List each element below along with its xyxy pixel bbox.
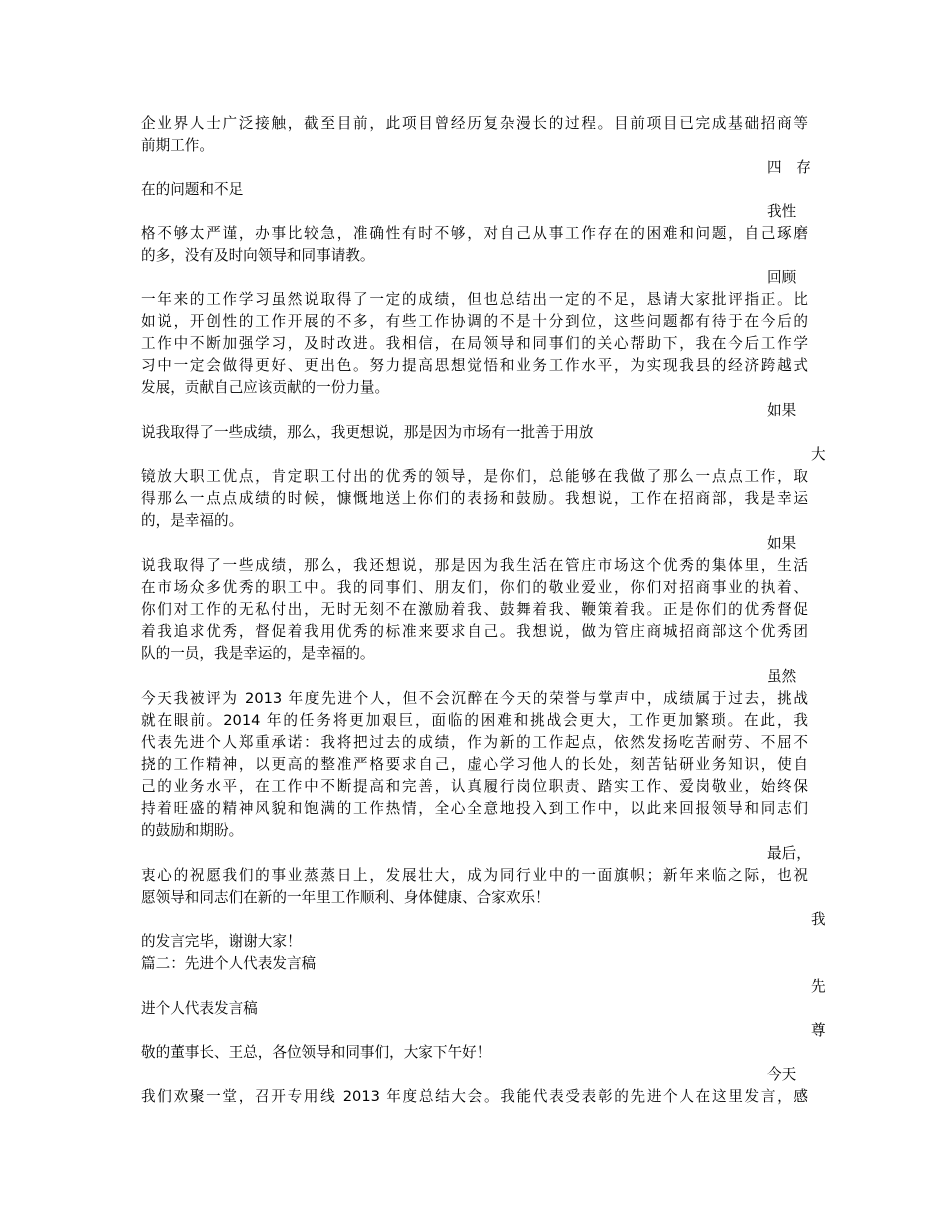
text-line: 工作中不断加强学习，及时改进。我相信，在局领导和同事们的关心帮助下，我在今后工作学: [141, 335, 808, 352]
text-line: 最后，: [767, 845, 811, 862]
text-line: 的发言完毕，谢谢大家！: [141, 933, 302, 950]
text-line: 前期工作。: [141, 137, 214, 154]
text-line: 我们欢聚一堂，召开专用线 2013 年度总结大会。我能代表受表彰的先进个人在这里发言，感: [141, 1088, 808, 1105]
text-line: 一年来的工作学习虽然说取得了一定的成绩，但也总结出一定的不足，恳请大家批评指正。比: [141, 291, 808, 308]
text-line: 如果: [767, 535, 797, 552]
text-line: 己的业务水平，在工作中不断提高和完善，认真履行岗位职责、踏实工作、爱岗敬业，始终保: [141, 778, 808, 795]
text-line: 格不够太严谨，办事比较急，准确性有时不够，对自己从事工作存在的困难和问题，自己琢磨: [141, 225, 808, 242]
text-line: 的多，没有及时向领导和同事请教。: [141, 247, 375, 264]
text-line: 的，是幸福的。: [141, 512, 244, 529]
text-line: 发展，贡献自己应该贡献的一份力量。: [141, 379, 390, 396]
text-line: 我性: [767, 203, 797, 220]
text-line: 持着旺盛的精神风貌和饱满的工作热情，全心全意地投入到工作中，以此来回报领导和同志们: [141, 800, 808, 817]
text-line: 敬的董事长、王总，各位领导和同事们，大家下午好！: [141, 1044, 492, 1061]
text-line: 尊: [811, 1022, 826, 1039]
text-line: 四 存: [767, 159, 811, 176]
text-line: 得那么一点点成绩的时候，慷慨地送上你们的表扬和鼓励。我想说，工作在招商部，我是幸运: [141, 490, 808, 507]
text-line: 如说，开创性的工作开展的不多，有些工作协调的不是十分到位，这些问题都有待于在今后的: [141, 313, 808, 330]
text-line: 说我取得了一些成绩，那么，我还想说，那是因为我生活在管庄市场这个优秀的集体里，生活: [141, 557, 808, 574]
text-line: 衷心的祝愿我们的事业蒸蒸日上，发展壮大，成为同行业中的一面旗帜；新年来临之际，也祝: [141, 867, 808, 884]
text-line: 队的一员，我是幸运的，是幸福的。: [141, 645, 375, 662]
text-line: 今天我被评为 2013 年度先进个人，但不会沉醉在今天的荣誉与掌声中，成绩属于过去，挑战: [141, 690, 808, 707]
text-line: 虽然: [767, 668, 797, 685]
text-line: 先: [811, 978, 826, 995]
text-line: 在市场众多优秀的职工中。我的同事们、朋友们，你们的敬业爱业，你们对招商事业的执着、: [141, 579, 808, 596]
section-heading: 在的问题和不足: [141, 181, 244, 198]
text-line: 着我追求优秀，督促着我用优秀的标准来要求自己。我想说，做为管庄商城招商部这个优秀团: [141, 623, 808, 640]
text-line: 挠的工作精神，以更高的整准严格要求自己，虚心学习他人的长处，刻苦钻研业务知识，使自: [141, 756, 808, 773]
text-line: 你们对工作的无私付出，无时无刻不在激励着我、鼓舞着我、鞭策着我。正是你们的优秀督促: [141, 601, 808, 618]
text-line: 愿领导和同志们在新的一年里工作顺利、身体健康、合家欢乐！: [141, 889, 550, 906]
text-line: 代表先进个人郑重承诺：我将把过去的成绩，作为新的工作起点，依然发扬吃苦耐劳、不屈不: [141, 734, 808, 751]
text-line: 今天: [767, 1066, 797, 1083]
text-line: 回顾: [767, 269, 797, 286]
text-line: 说我取得了一些成绩，那么，我更想说，那是因为市场有一批善于用放: [141, 424, 594, 441]
document-title: 进个人代表发言稿: [141, 1000, 258, 1017]
text-line: 大: [811, 446, 826, 463]
text-line: 我: [811, 911, 826, 928]
text-line: 的鼓励和期盼。: [141, 822, 244, 839]
text-line: 企业界人士广泛接触，截至目前，此项目曾经历复杂漫长的过程。目前项目已完成基础招商等: [141, 115, 808, 132]
section-heading: 篇二：先进个人代表发言稿: [141, 955, 317, 972]
text-line: 如果: [767, 402, 797, 419]
text-line: 就在眼前。2014 年的任务将更加艰巨，面临的困难和挑战会更大，工作更加繁琐。在此，我: [141, 712, 808, 729]
text-line: 习中一定会做得更好、更出色。努力提高思想觉悟和业务工作水平，为实现我县的经济跨越式: [141, 357, 808, 374]
text-line: 镜放大职工优点，肯定职工付出的优秀的领导，是你们，总能够在我做了那么一点点工作，取: [141, 468, 808, 485]
